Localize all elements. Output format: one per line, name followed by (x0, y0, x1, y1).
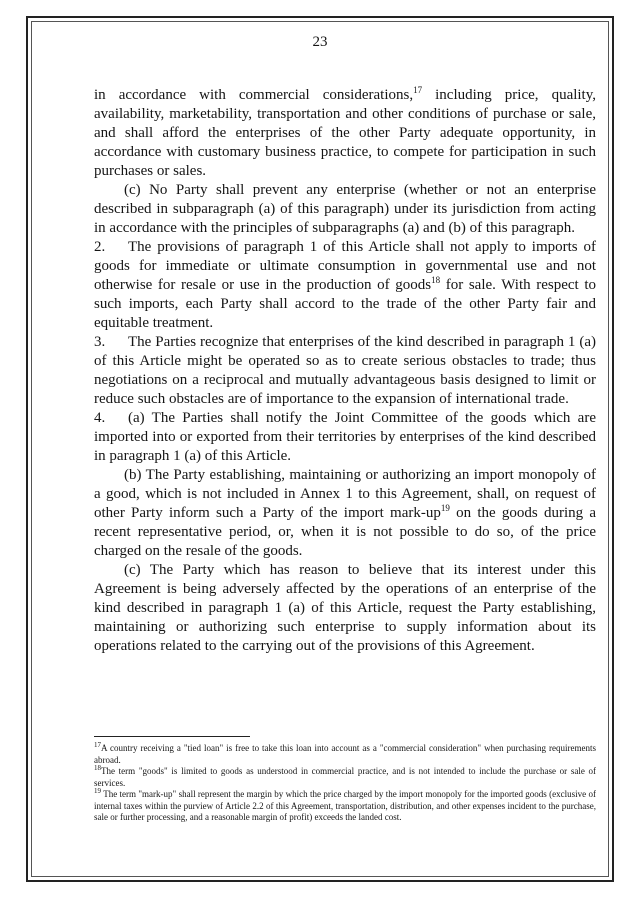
subparagraph-b: (b) The Party establishing, maintaining or authorizing an import monopoly of a good, which is not included in Annex 1 to this Agreement, shall, on request of other Party inform such a Party of the import mark-$up^{19}$ on the goods during a recent representative period, or, when it is not possible to do so, of the price charged on the resale of the goods. (94, 467, 597, 559)
footnotes (94, 743, 596, 824)
paragraph-continuation: in accordance with commercial considerations,$^{17}$ including price, quality, availability, marketability, transportation and other conditions of purchase or sale, and shall afford the enterprises of the other Party adequate opportunity, in accordance with customary business practice, to compete for participation in such purchases or sales. (94, 85, 597, 179)
paragraph-2: 2. The provisions of paragraph 1 of this Article shall not apply to imports of goods for immediate or ultimate consumption in governmental use and not otherwise for resale or use in the production of goods$^{18}$ for sale. With respect to such imports, each Party shall accord to the trade of the other Party fair and equitable treatment. (94, 239, 596, 331)
paragraph-3: 3. The Parties recognize that enterprises of the kind described in paragraph 1 (a) of this Article might be operated so as to create serious obstacles to trade; thus negotiations on a reciprocal and mutually advantageous basis designed to limit or reduce such obstacles are of importance to the expansion of international trade. (94, 334, 596, 407)
paragraph-4: 4. (a) The Parties shall notify the Joint Committee of the goods which are imported into or exported from their territories by enterprises of the kind described in paragraph 1 (a) of this Article. (94, 410, 596, 464)
footnote-separator (94, 736, 250, 737)
footnote-ref-17: 17 (413, 85, 423, 95)
footnote-19: $^{19}$ The term "mark-up" shall represent the margin by which the price charged by the import monopoly for the imported goods (exclusive of internal taxes within the purview of Article 2.2 of this Agreement, transportation, distribution, and other expenses incident to the purchase, sale or further processing, and a reasonable margin of profit) exceeds the landed cost. (94, 787, 596, 822)
footnote-17: $^{17}$A country receiving a "tied loan" is free to take this loan into account as a "commercial consideration" when purchasing requirements abroad. (94, 741, 596, 765)
subparagraph-c: (c) No Party shall prevent any enterprise (whether or not an enterprise described in subparagraph (a) of this paragraph) under its jurisdiction from acting in accordance with the principles of subparagraphs (a) and (b) of this paragraph. (94, 182, 596, 236)
footnote-ref-19: 19 (440, 503, 450, 513)
paragraph-number: 3. (94, 334, 106, 350)
subparagraph-c-2: (c) The Party which has reason to believe that its interest under this Agreement is being adversely affected by the operations of an enterprise of the kind described in paragraph 1 (a) of this Article, request the Party establishing, maintaining or authorizing such enterprise to supply information about its operations related to the carrying out of the provisions of this Agreement. (94, 562, 596, 654)
footnote-ref-18: 18 (431, 275, 441, 285)
footnote-18: $^{18}$The term "goods" is limited to goods as understood in commercial practice, and is not intended to include the purchase or sale of services. (94, 764, 596, 788)
page-number: 23 (312, 34, 328, 50)
body-text (94, 86, 596, 656)
paragraph-number: 2. (94, 239, 106, 255)
paragraph-number: 4. (94, 410, 106, 426)
